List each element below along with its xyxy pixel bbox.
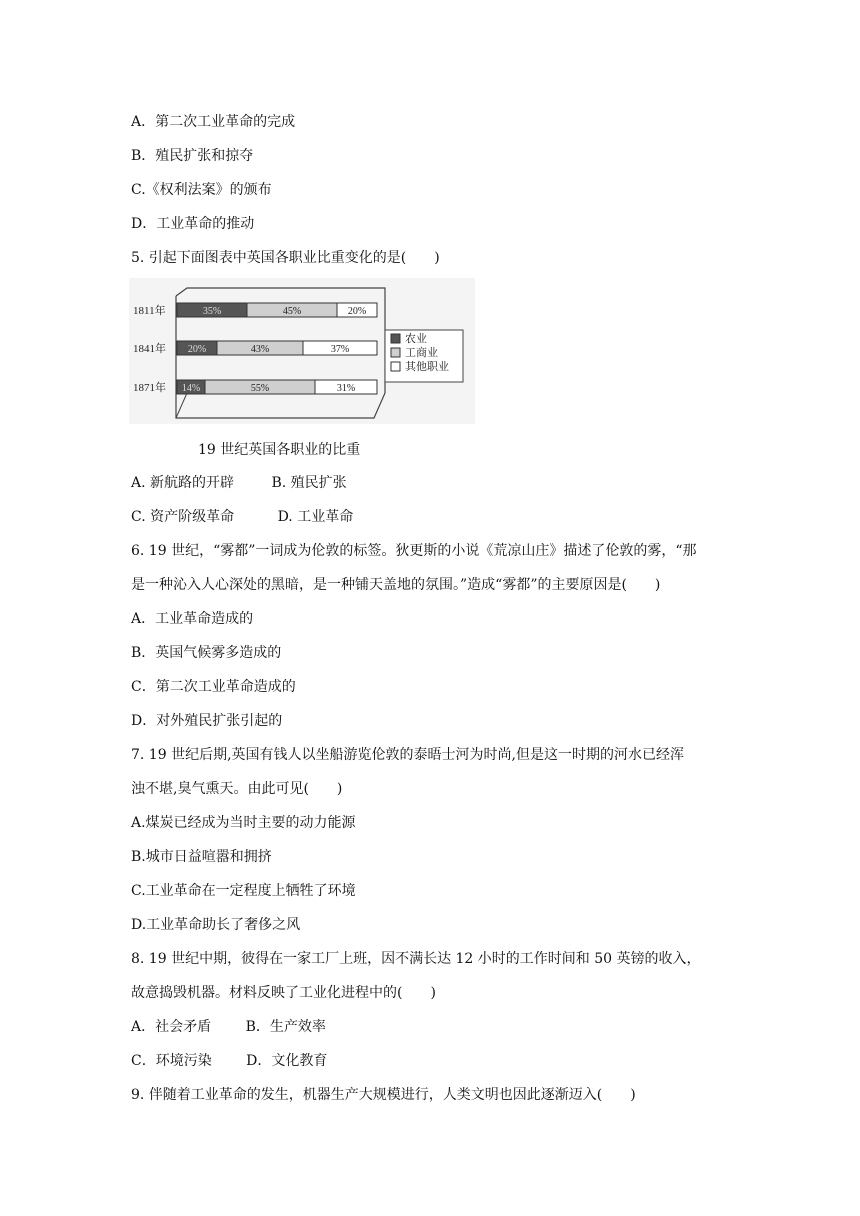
legend-label: 农业	[405, 333, 427, 345]
q6-stem-line2: 是一种沁入人心深处的黑暗，是一种铺天盖地的氛围。”造成“雾都”的主要原因是( )	[131, 577, 661, 593]
q8-stem-line2: 故意捣毁机器。材料反映了工业化进程中的( )	[131, 985, 436, 1001]
category-label: 1871年	[133, 382, 166, 394]
data-label: 20%	[347, 306, 367, 317]
q8-stem-line1: 8. 19 世纪中期，彼得在一家工厂上班，因不满长达 12 小时的工作时间和 50 英镑的收入，	[131, 951, 701, 967]
q7-option-b: B.城市日益喧嚣和拥挤	[131, 849, 272, 865]
legend-swatch	[391, 348, 400, 357]
legend-swatch	[391, 362, 400, 371]
legend-swatch	[391, 334, 400, 343]
data-label: 45%	[282, 306, 302, 317]
data-label: 20%	[187, 344, 207, 355]
chart-caption: 19 世纪英国各职业的比重	[198, 442, 361, 458]
q4-option-c: C.《权利法案》的颁布	[131, 182, 272, 198]
q8-options-row1	[131, 1017, 326, 1037]
q6-option-b: B．英国气候雾多造成的	[131, 645, 282, 661]
q9-stem: 9. 伴随着工业革命的发生，机器生产大规模进行，人类文明也因此逐渐迈入( )	[131, 1087, 636, 1103]
occupation-share-chart	[129, 278, 475, 424]
q5-options-row2	[131, 507, 353, 527]
q8-option-a: A．社会矛盾	[131, 1019, 212, 1035]
q8-options-row2	[131, 1051, 327, 1071]
q6-option-a: A．工业革命造成的	[131, 611, 254, 627]
legend-label: 工商业	[405, 347, 438, 359]
data-label: 55%	[250, 383, 270, 394]
q7-stem-line2: 浊不堪,臭气熏天。由此可见( )	[131, 781, 343, 797]
q6-option-d: D．对外殖民扩张引起的	[131, 713, 283, 729]
q5-option-c: C. 资产阶级革命	[131, 509, 235, 525]
category-label: 1841年	[133, 343, 166, 355]
q5-options-row1	[131, 473, 347, 493]
data-label: 14%	[181, 383, 201, 394]
q7-option-d: D.工业革命助长了奢侈之风	[131, 917, 301, 933]
data-label: 35%	[202, 306, 222, 317]
q8-option-c: C．环境污染	[131, 1053, 212, 1069]
q6-stem-line1: 6. 19 世纪，“雾都”一词成为伦敦的标签。狄更斯的小说《荒凉山庄》描述了伦敦的雾，“那	[131, 543, 697, 559]
q4-option-b: B．殖民扩张和掠夺	[131, 148, 254, 164]
category-label: 1811年	[133, 305, 166, 317]
q7-stem-line1: 7. 19 世纪后期,英国有钱人以坐船游览伦敦的泰晤士河为时尚,但是这一时期的河水已经浑	[131, 747, 684, 763]
data-label: 43%	[250, 344, 270, 355]
data-label: 31%	[336, 383, 356, 394]
q5-option-b: B. 殖民扩张	[271, 475, 347, 491]
q5-option-a: A. 新航路的开辟	[131, 475, 235, 491]
q4-option-d: D．工业革命的推动	[131, 216, 255, 232]
q7-option-c: C.工业革命在一定程度上牺牲了环境	[131, 883, 356, 899]
q6-option-c: C．第二次工业革命造成的	[131, 679, 296, 695]
q8-option-d: D．文化教育	[246, 1053, 328, 1069]
q5-stem: 5. 引起下面图表中英国各职业比重变化的是( )	[131, 250, 440, 266]
q4-option-a: A．第二次工业革命的完成	[131, 114, 296, 130]
q7-option-a: A.煤炭已经成为当时主要的动力能源	[131, 815, 356, 831]
q5-option-d: D. 工业革命	[277, 509, 354, 525]
data-label: 37%	[330, 344, 350, 355]
legend-label: 其他职业	[405, 361, 449, 373]
q8-option-b: B．生产效率	[245, 1019, 326, 1035]
